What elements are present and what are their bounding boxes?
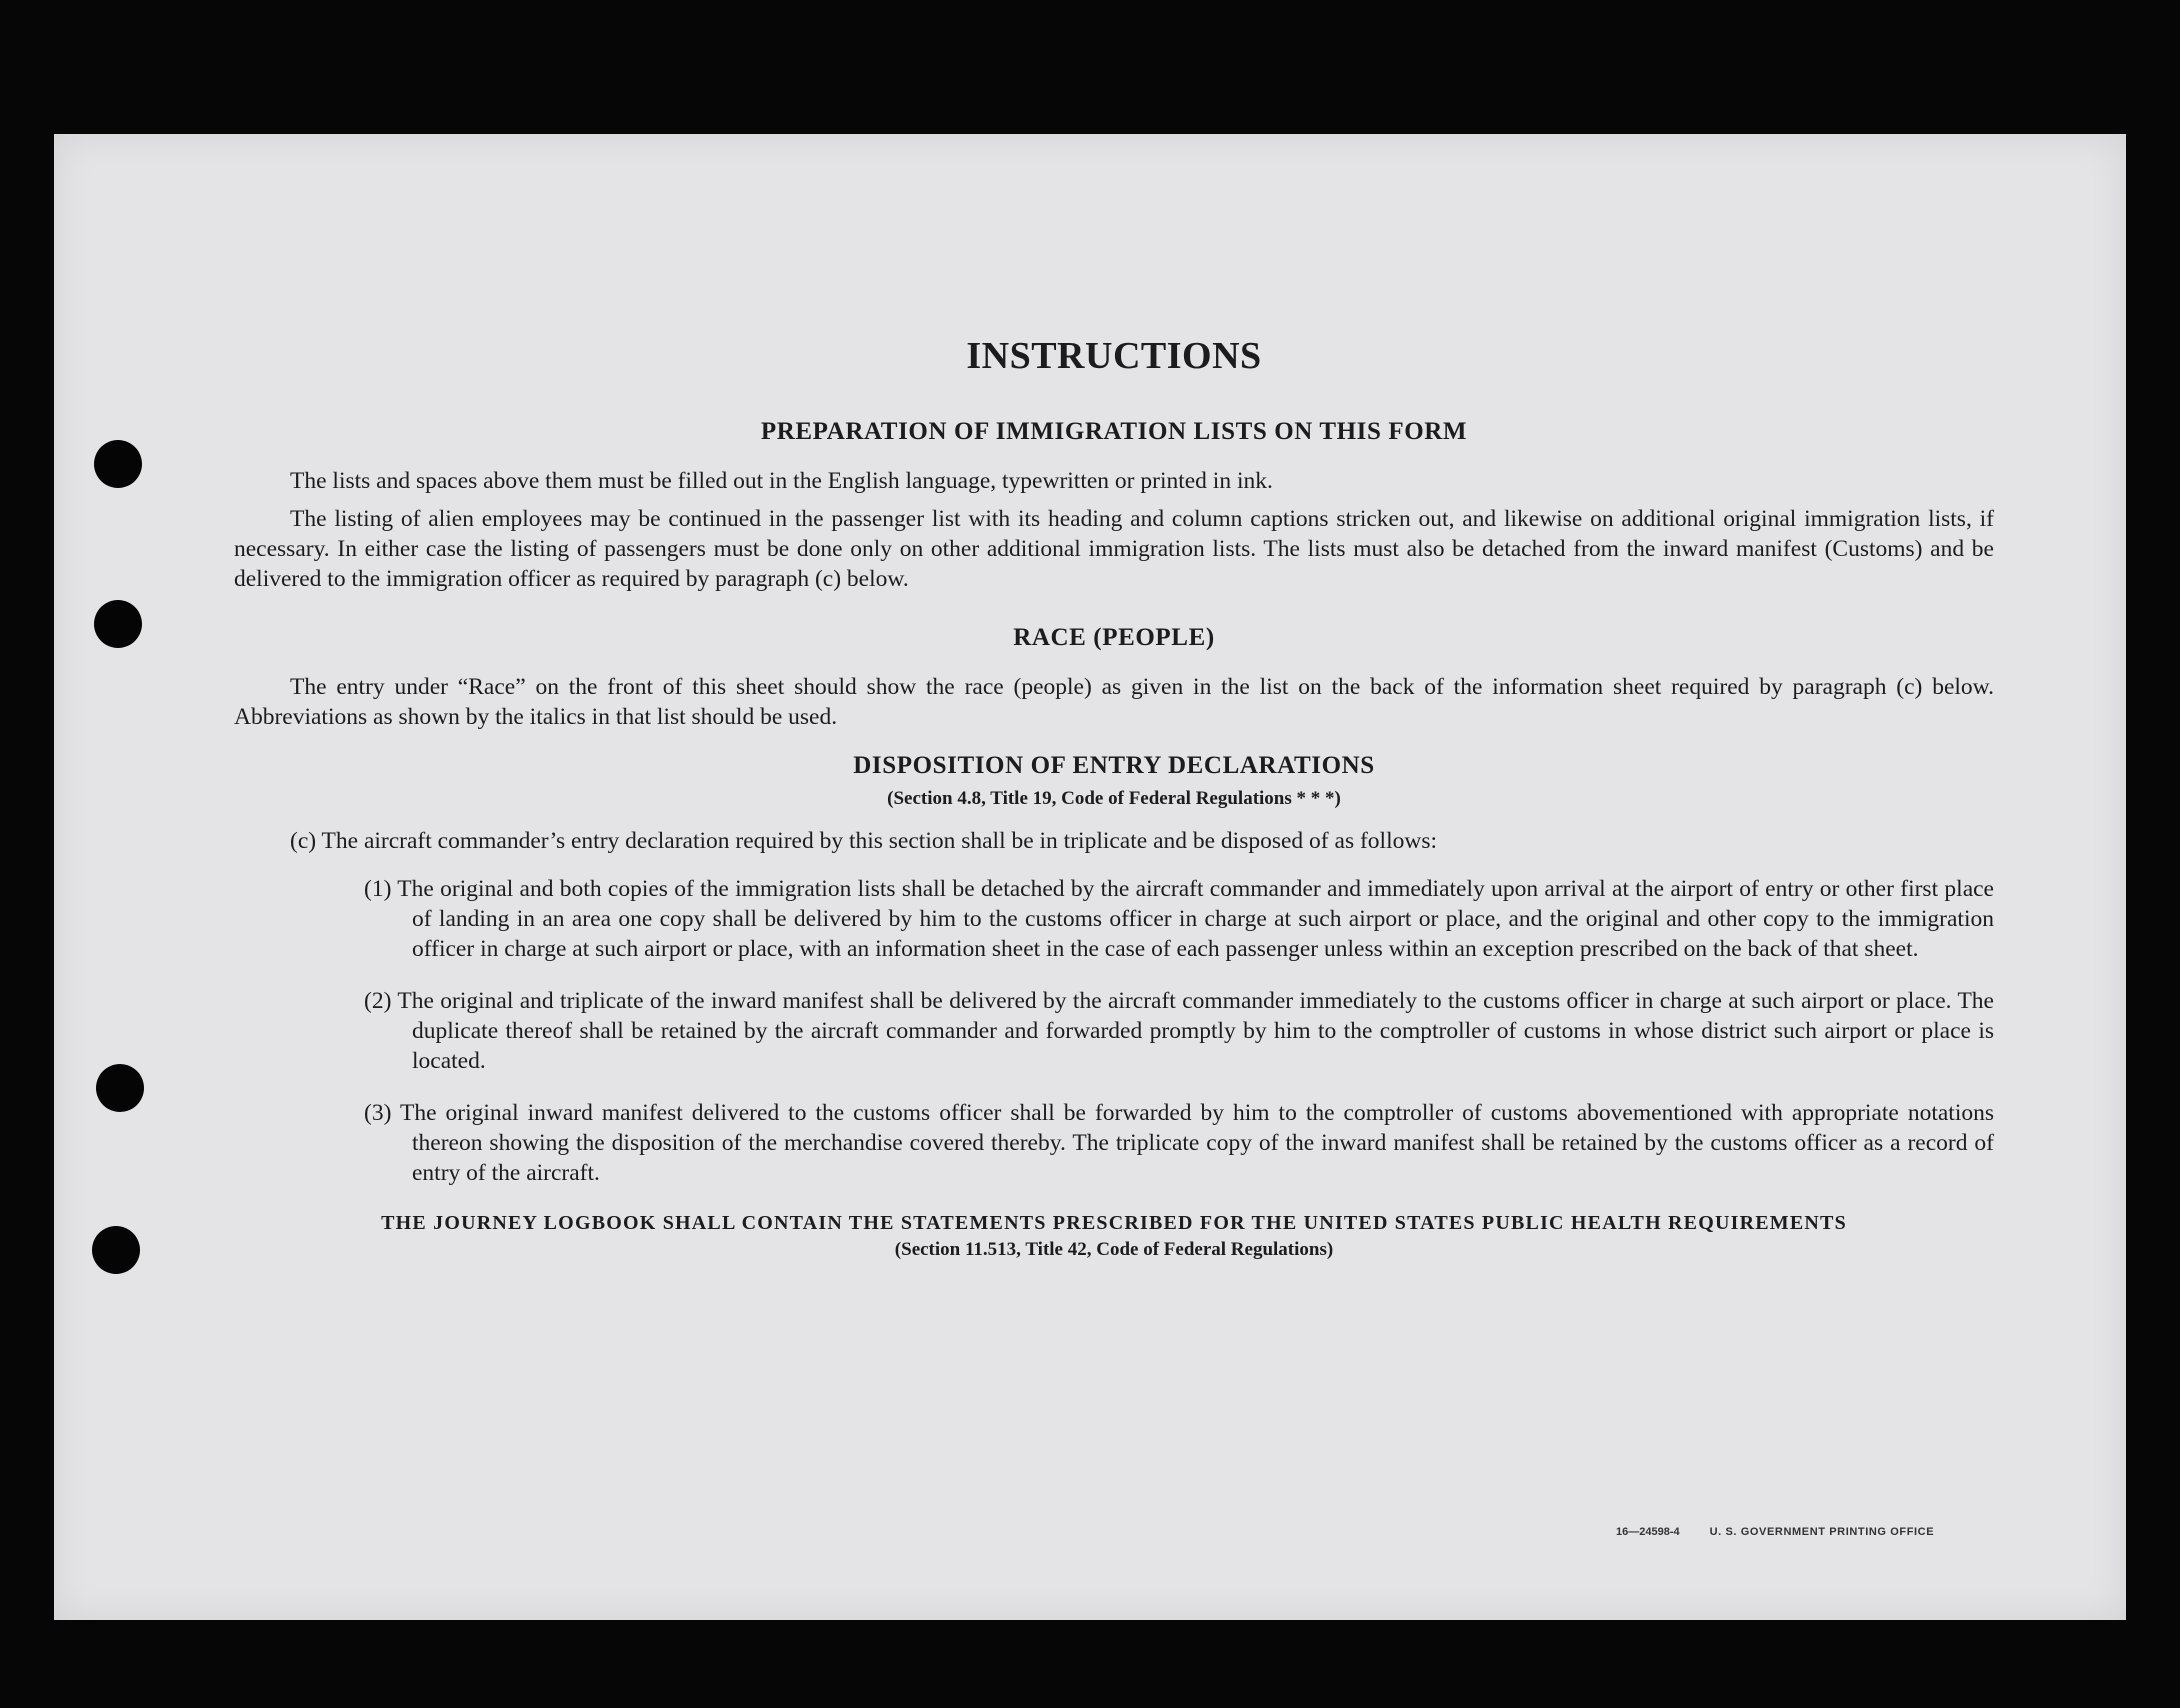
section-citation: (Section 4.8, Title 19, Code of Federal Regulations * * *) [887, 788, 1341, 809]
list-item: (1) The original and both copies of the immigration lists shall be detached by the aircraft commander and immediately upon arrival at the airport of entry or other first place of landing in an area one copy shall be delivered by him to the customs officer in charge at such airport or place, and the original and other copy to the immigration officer in charge at such airport or place, with an information sheet in the case of each passenger unless within an exception prescribed on the back of that sheet. [364, 876, 1994, 962]
punch-hole [94, 600, 142, 648]
section-heading-race: RACE (PEOPLE) [1013, 624, 1215, 651]
punch-hole [96, 1064, 144, 1112]
printer-name: U. S. GOVERNMENT PRINTING OFFICE [1709, 1526, 1935, 1538]
paragraph: The entry under “Race” on the front of this sheet should show the race (people) as given in the list on the back of the information sheet required by paragraph (c) below. Abbreviations as shown by the italics in that list should be used. [234, 674, 1994, 730]
footer-statement: THE JOURNEY LOGBOOK SHALL CONTAIN THE STATEMENTS PRESCRIBED FOR THE UNITED STATES PUBLIC HEALTH REQUIREMENTS [381, 1212, 1847, 1234]
document-body [234, 334, 1994, 1261]
paragraph-intro: (c) The aircraft commander’s entry declaration required by this section shall be in triplicate and be disposed of as follows: [290, 828, 1437, 854]
section-heading-disposition: DISPOSITION OF ENTRY DECLARATIONS [853, 752, 1375, 779]
document-sheet [54, 134, 2126, 1620]
printer-imprint [1616, 1526, 1934, 1538]
section-heading-immigration-lists: PREPARATION OF IMMIGRATION LISTS ON THIS FORM [760, 418, 1468, 445]
list-item: (3) The original inward manifest delivered to the customs officer shall be forwarded by him to the comptroller of customs abovementioned with appropriate notations thereon showing the disposition of the merchandise covered thereby. The triplicate copy of the inward manifest shall be retained by the customs officer as a record of entry of the aircraft. [364, 1100, 1994, 1186]
document-title: INSTRUCTIONS [966, 335, 1262, 377]
list-item: (2) The original and triplicate of the inward manifest shall be delivered by the aircraft commander immediately to the customs officer in charge at such airport or place. The duplicate thereof shall be retained by the aircraft commander and forwarded promptly by him to the comptroller of customs in whose district such airport or place is located. [364, 988, 1994, 1074]
punch-hole [94, 440, 142, 488]
paragraph: The listing of alien employees may be continued in the passenger list with its heading and column captions stricken out, and likewise on additional original immigration lists, if necessary. In either case the listing of passengers must be done only on other additional immigration lists. The lists must also be detached from the inward manifest (Customs) and be delivered to the immigration officer as required by paragraph (c) below. [234, 506, 1994, 592]
paragraph: The lists and spaces above them must be filled out in the English language, typewritten or printed in ink. [290, 468, 1273, 494]
form-number: 16—24598-4 [1616, 1526, 1680, 1538]
footer-citation: (Section 11.513, Title 42, Code of Federal Regulations) [894, 1239, 1334, 1260]
punch-hole [92, 1226, 140, 1274]
